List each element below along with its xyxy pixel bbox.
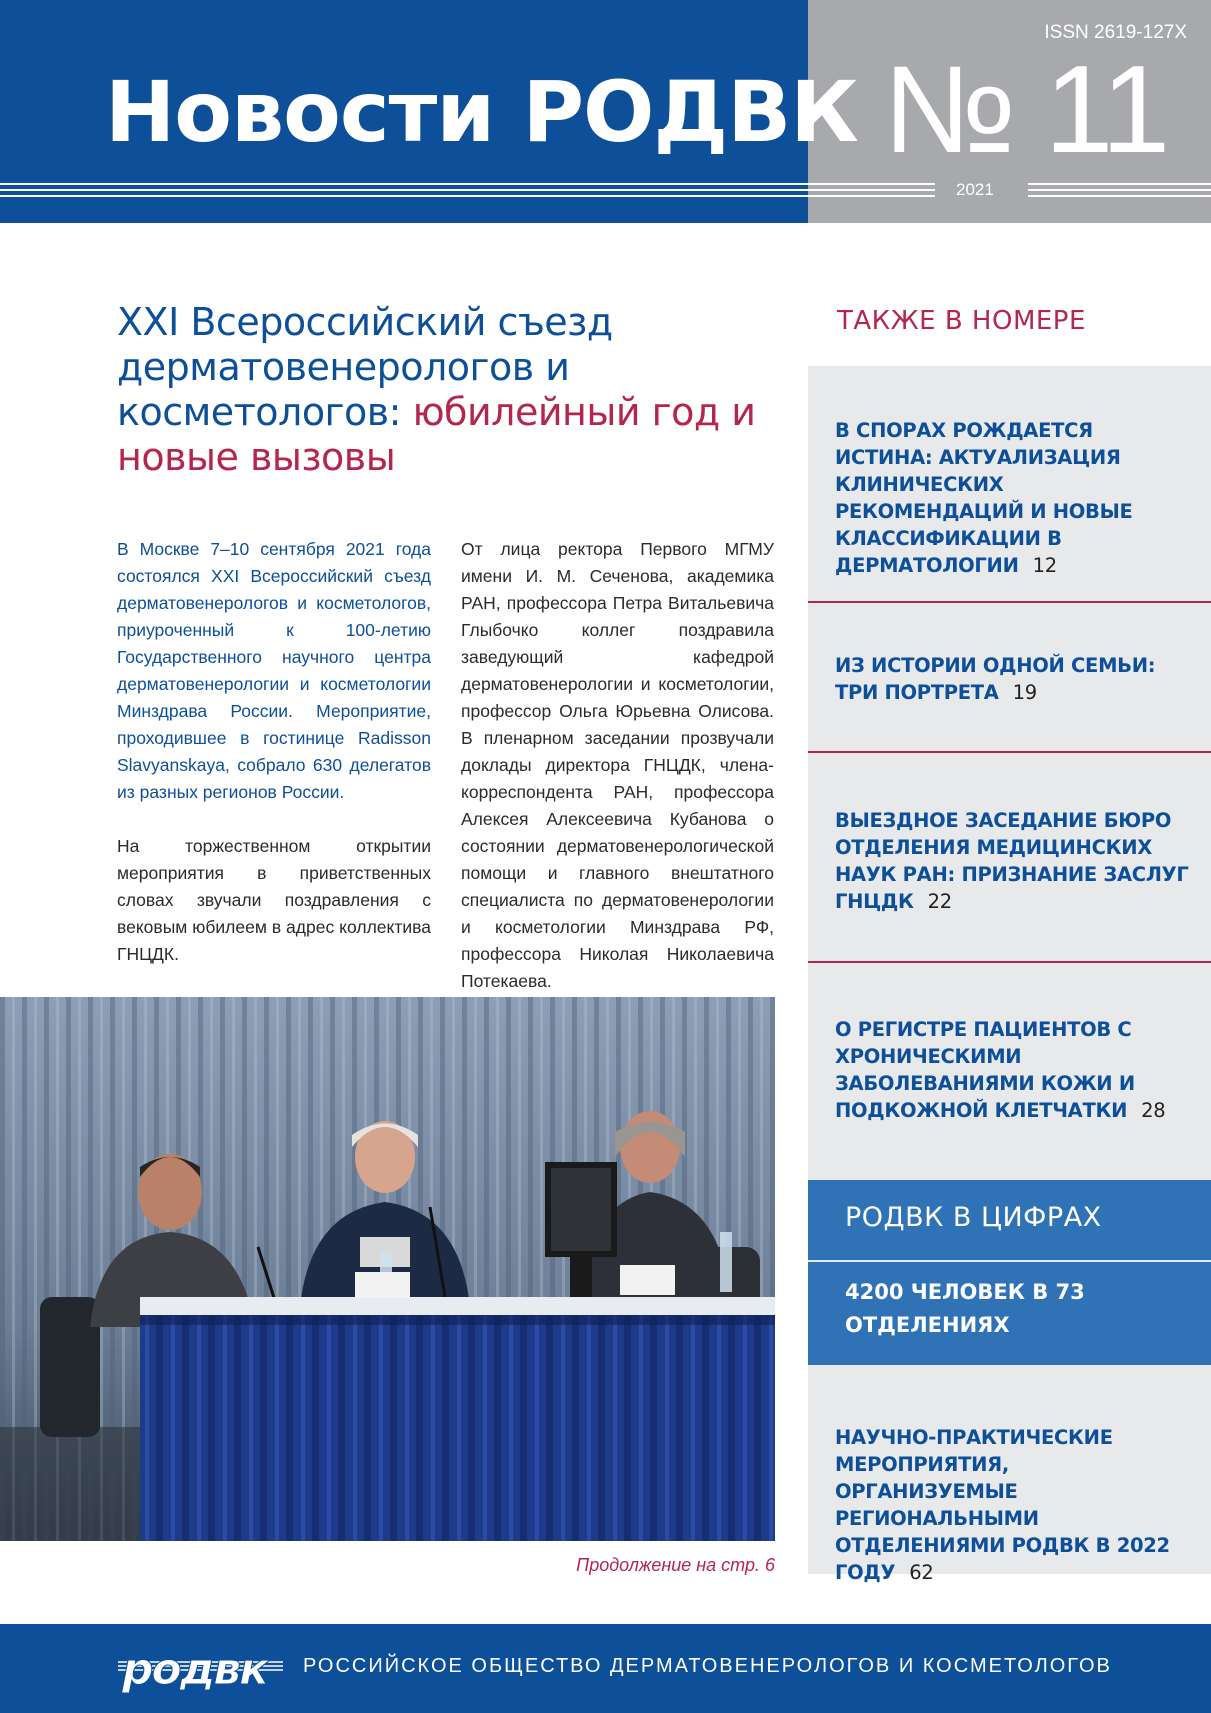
teaser-page: 62 (909, 1561, 934, 1584)
teaser-page: 19 (1012, 681, 1037, 704)
teaser-item[interactable] (835, 1016, 1195, 1124)
rodvk-logo (118, 1632, 283, 1704)
svg-text:родвк: родвк (122, 1644, 267, 1695)
article-column-1 (117, 536, 431, 968)
teaser-page: 28 (1141, 1099, 1166, 1122)
stats-text: 4200 ЧЕЛОВЕК В 73 ОТДЕЛЕНИЯХ (845, 1280, 1085, 1337)
teaser-title: ВЫЕЗДНОЕ ЗАСЕДАНИЕ БЮРО ОТДЕЛЕНИЯ МЕДИЦИНСКИХ НАУК РАН: ПРИЗНАНИЕ ЗАСЛУГ ГНЦДК (835, 809, 1189, 913)
organization-name: РОССИЙСКОЕ ОБЩЕСТВО ДЕРМАТОВЕНЕРОЛОГОВ И КОСМЕТОЛОГОВ (303, 1655, 1112, 1677)
stats-header (808, 1180, 1211, 1260)
issue-rules-right (1028, 183, 1211, 201)
teaser-item[interactable] (835, 807, 1195, 915)
footer-band (0, 1624, 1211, 1713)
divider (808, 601, 1211, 603)
divider (808, 751, 1211, 753)
article-column-2 (461, 536, 774, 995)
issn-number: ISSN 2619-127X (1044, 22, 1187, 43)
teaser-item[interactable] (835, 417, 1195, 579)
issue-number: № 11 (883, 41, 1168, 179)
conference-photo (0, 997, 775, 1541)
article-paragraph: На торжественном открытии мероприятия в приветственных словах звучали поздравления с вековым юбилеем в адрес коллектива ГНЦДК. (117, 836, 431, 964)
continued-note: Продолжение на стр. 6 (576, 1555, 775, 1575)
divider (808, 961, 1211, 963)
teaser-title: О РЕГИСТРЕ ПАЦИЕНТОВ С ХРОНИЧЕСКИМИ ЗАБОЛЕВАНИЯМИ КОЖИ И ПОДКОЖНОЙ КЛЕТЧАТКИ (835, 1018, 1135, 1122)
teaser-item[interactable] (835, 652, 1195, 706)
issue-year: 2021 (956, 180, 994, 199)
article-paragraph: От лица ректора Первого МГМУ имени И. М. Сеченова, академика РАН, профессора Петра Витальевича Глыбочко коллег поздравила заведующий кафедрой дерматовенерологии и косметологии, профессор Ольга Юрьевна Олисова. В пленарном заседании прозвучали доклады директора ГНЦДК, члена-корреспондента РАН, профессора Алексея Алексеевича Кубанова о состоянии дерматовенерологической помощи и главного внештатного специалиста по дерматовенерологии и косметологии Минздрава РФ, профессора Николая Николаевича Потекаева. (461, 539, 774, 991)
stats-box (808, 1262, 1211, 1365)
lead-paragraph: В Москве 7–10 сентября 2021 года состоялся XXI Всероссийский съезд дерматовенерологов и косметологов, приуроченный к 100-летию Государственного научного центра дерматовенерологии и косметологии Минздрава России. Мероприятие, проходившее в гостинице Radisson Slavyanskaya, собрало 630 делегатов из разных регионов России. (117, 539, 431, 802)
teaser-title: ИЗ ИСТОРИИ ОДНОЙ СЕМЬИ: ТРИ ПОРТРЕТА (835, 654, 1156, 704)
sidebar-title: ТАКЖЕ В НОМЕРЕ (837, 306, 1086, 336)
headline-accent: юбилейный год и новые вызовы (117, 390, 756, 479)
masthead-rules (0, 183, 808, 201)
teaser-item[interactable] (835, 1424, 1195, 1586)
stats-title: РОДВК В ЦИФРАХ (845, 1202, 1102, 1233)
article-headline (117, 300, 777, 480)
newsletter-title: Новости РОДВК (105, 63, 858, 161)
headline-main: XXI Всероссийский съезд дерматовенерологов и косметологов: (117, 300, 613, 434)
issue-rules-left (808, 183, 935, 201)
teaser-page: 22 (927, 890, 952, 913)
teaser-page: 12 (1032, 554, 1057, 577)
teaser-title: НАУЧНО-ПРАКТИЧЕСКИЕ МЕРОПРИЯТИЯ, ОРГАНИЗУЕМЫЕ РЕГИОНАЛЬНЫМИ ОТДЕЛЕНИЯМИ РОДВК В 2022 ГОДУ (835, 1426, 1170, 1584)
teaser-title: В СПОРАХ РОЖДАЕТСЯ ИСТИНА: АКТУАЛИЗАЦИЯ КЛИНИЧЕСКИХ РЕКОМЕНДАЦИЙ И НОВЫЕ КЛАССИФИКАЦИИ В ДЕРМАТОЛОГИИ (835, 419, 1133, 577)
